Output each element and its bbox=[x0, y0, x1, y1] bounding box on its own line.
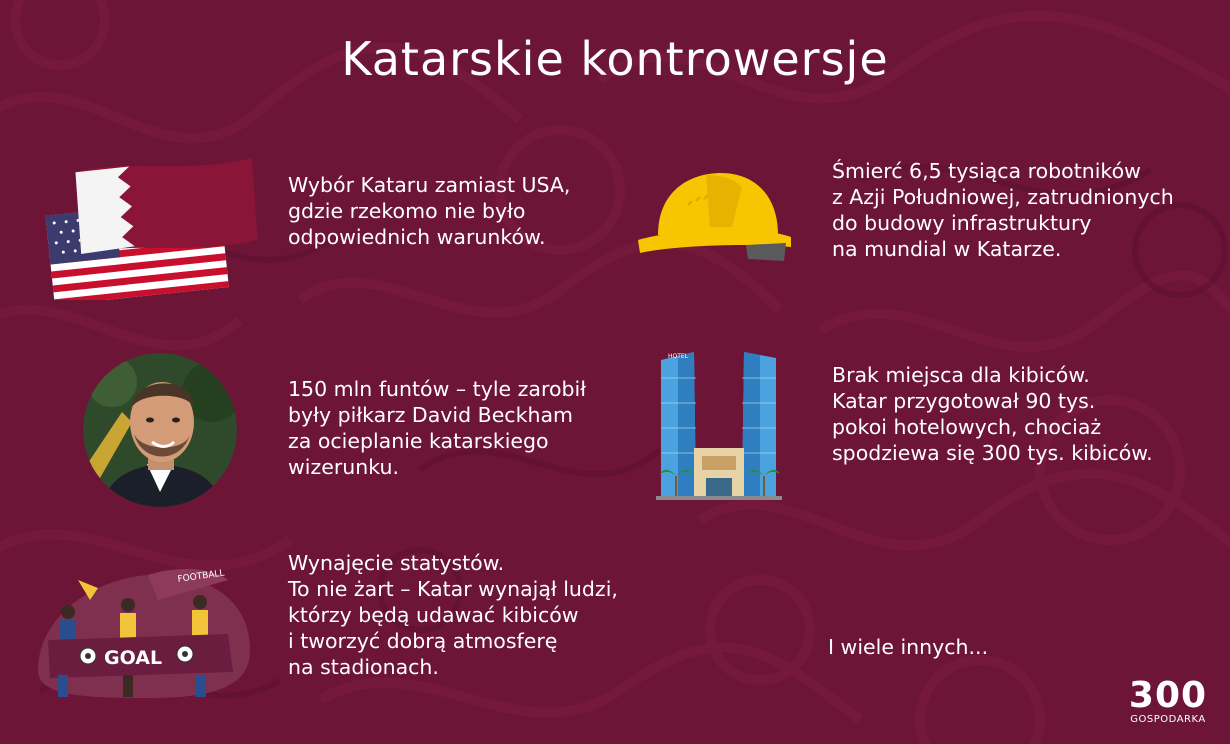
gospodarka-300-logo bbox=[1122, 675, 1214, 725]
item-text-host-choice: Wybór Kataru zamiast USA, gdzie rzekomo nie było odpowiednich warunków. bbox=[288, 173, 571, 249]
hotel-towers-icon bbox=[656, 348, 786, 503]
item-text-many-more: I wiele innych... bbox=[828, 635, 989, 659]
football-fans-icon bbox=[28, 560, 256, 702]
item-text-hotel-shortage: Brak miejsca dla kibiców. Katar przygotował 90 tys. pokoi hotelowych, chociaż spodziewa się 300 tys. kibiców. bbox=[832, 363, 1153, 465]
fans-flag-text: FOOTBALL bbox=[177, 568, 226, 585]
item-text-hired-extras: Wynajęcie statystów. To nie żart – Katar wynajął ludzi, którzy będą udawać kibiców i tworzyć dobrą atmosferę na stadionach. bbox=[288, 551, 618, 679]
usa-qatar-flags-icon bbox=[40, 145, 265, 300]
page-title: Katarskie kontrowersje bbox=[341, 32, 889, 86]
hotel-sign-text: HOTEL bbox=[668, 353, 689, 360]
hard-hat-icon bbox=[636, 165, 796, 265]
item-text-beckham: 150 mln funtów – tyle zarobił były piłkarz David Beckham za ocieplanie katarskiego wizerunku. bbox=[288, 377, 587, 479]
fans-banner-text: GOAL bbox=[104, 647, 163, 669]
logo-number: 300 bbox=[1128, 675, 1208, 716]
beckham-portrait bbox=[82, 352, 238, 508]
logo-subtitle: GOSPODARKA bbox=[1130, 714, 1206, 725]
item-text-workers-deaths: Śmierć 6,5 tysiąca robotników z Azji Południowej, zatrudnionych do budowy infrastruktury na mundial w Katarze. bbox=[832, 159, 1174, 261]
